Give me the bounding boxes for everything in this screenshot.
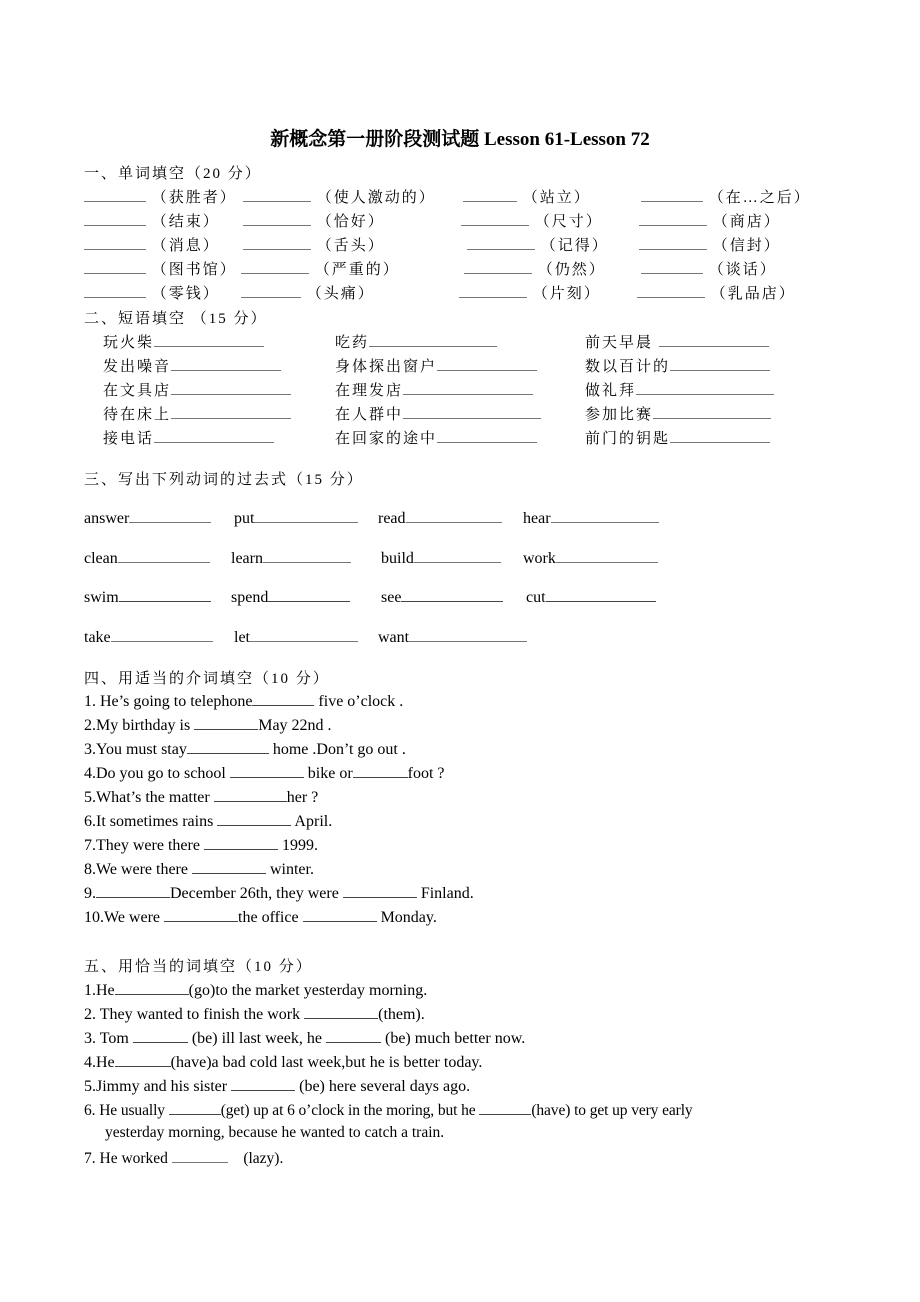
word-blank[interactable] <box>241 283 301 298</box>
word-blank[interactable] <box>243 187 311 202</box>
word-hint: （尺寸） <box>534 214 603 230</box>
phrase-blank[interactable] <box>670 428 770 443</box>
answer-blank[interactable] <box>115 980 189 995</box>
verb-blank[interactable] <box>551 508 659 523</box>
text-segment: 3. Tom <box>84 1030 133 1047</box>
text-segment: 6. He usually <box>84 1102 169 1119</box>
question-item <box>84 980 427 1000</box>
text-segment: 1999. <box>277 837 318 854</box>
word-blank[interactable] <box>243 211 311 226</box>
word-hint: （乳品店） <box>710 286 796 302</box>
verb-blank[interactable] <box>268 587 350 602</box>
word-blank[interactable] <box>463 187 517 202</box>
question-item <box>84 739 406 759</box>
text-segment: 8.We were there <box>84 861 192 878</box>
answer-blank[interactable] <box>204 835 278 850</box>
text-segment: (get) up at 6 o’clock in the moring, but he <box>220 1102 480 1119</box>
phrase-label: 吃药 <box>335 335 370 351</box>
word-hint: （使人激动的） <box>316 190 436 206</box>
question-item <box>84 1148 283 1168</box>
word-blank[interactable] <box>639 211 707 226</box>
phrase-blank[interactable] <box>659 332 769 347</box>
answer-blank[interactable] <box>304 1004 378 1019</box>
verb-blank[interactable] <box>250 627 358 642</box>
verb-label: answer <box>84 510 130 527</box>
answer-blank[interactable] <box>230 763 304 778</box>
question-item <box>84 1004 425 1024</box>
text-segment: Finland. <box>416 885 474 902</box>
verb-label: hear <box>523 510 551 527</box>
text-segment: home .Don’t go out . <box>268 741 406 758</box>
question-item <box>84 787 318 807</box>
question-item <box>84 907 437 927</box>
word-hint: （获胜者） <box>151 190 237 206</box>
text-segment: 1.He <box>84 982 115 999</box>
word-hint: （严重的） <box>314 262 400 278</box>
text-segment: her ? <box>286 789 319 806</box>
text-segment: 2. They wanted to finish the work <box>84 1006 305 1023</box>
phrase-label: 在回家的途中 <box>335 431 438 447</box>
text-segment: (have) to get up very early <box>531 1102 693 1119</box>
text-segment: 6.It sometimes rains <box>84 813 218 830</box>
answer-blank[interactable] <box>194 715 258 730</box>
answer-blank[interactable] <box>353 763 408 778</box>
text-segment: five o’clock . <box>314 693 404 710</box>
phrase-label: 发出噪音 <box>103 359 172 375</box>
text-segment: 2.My birthday is <box>84 717 195 734</box>
phrase-blank[interactable] <box>154 428 274 443</box>
answer-blank[interactable] <box>231 1076 295 1091</box>
verb-blank[interactable] <box>119 587 211 602</box>
verb-label: want <box>378 629 410 646</box>
phrase-label: 做礼拜 <box>585 383 637 399</box>
phrase-blank[interactable] <box>403 404 541 419</box>
answer-blank[interactable] <box>192 859 266 874</box>
word-blank[interactable] <box>459 283 527 298</box>
answer-blank[interactable] <box>214 787 287 802</box>
word-blank[interactable] <box>84 259 146 274</box>
verb-label: learn <box>231 550 263 567</box>
word-blank[interactable] <box>467 235 535 250</box>
word-hint: （记得） <box>540 238 609 254</box>
word-hint: （消息） <box>151 238 220 254</box>
answer-blank[interactable] <box>303 907 377 922</box>
verb-blank[interactable] <box>414 548 501 563</box>
phrase-label: 在人群中 <box>335 407 404 423</box>
page-title: 新概念第一册阶段测试题 Lesson 61-Lesson 72 <box>270 129 650 150</box>
text-segment: (be) here several days ago. <box>295 1078 471 1095</box>
text-segment: 7.They were there <box>84 837 204 854</box>
answer-blank[interactable] <box>326 1028 381 1043</box>
phrase-label: 数以百计的 <box>585 359 671 375</box>
text-segment: 7. He worked <box>84 1150 172 1167</box>
word-hint: （信封） <box>712 238 781 254</box>
answer-blank[interactable] <box>115 1052 171 1067</box>
question-item <box>84 1028 525 1048</box>
phrase-label: 在理发店 <box>335 383 404 399</box>
phrase-label: 参加比赛 <box>585 407 654 423</box>
word-blank[interactable] <box>84 235 146 250</box>
word-hint: （商店） <box>712 214 781 230</box>
section5-heading: 五、用恰当的词填空（10 分） <box>84 959 313 975</box>
word-hint: （图书馆） <box>151 262 237 278</box>
text-segment: (be) much better now. <box>380 1030 526 1047</box>
verb-blank[interactable] <box>118 548 210 563</box>
question-item <box>84 811 332 831</box>
word-blank[interactable] <box>464 259 532 274</box>
text-segment: (go)to the market yesterday morning. <box>188 982 428 999</box>
text-segment: Monday. <box>376 909 437 926</box>
question-item <box>84 1100 693 1120</box>
verb-blank[interactable] <box>254 508 358 523</box>
verb-blank[interactable] <box>111 627 213 642</box>
text-segment: 9. <box>84 885 96 902</box>
answer-blank[interactable] <box>133 1028 188 1043</box>
word-hint: （结束） <box>151 214 220 230</box>
question-item <box>84 691 403 711</box>
text-segment: foot ? <box>407 765 445 782</box>
answer-blank[interactable] <box>169 1100 221 1115</box>
verb-blank[interactable] <box>129 508 211 523</box>
verb-blank[interactable] <box>546 587 656 602</box>
phrase-blank[interactable] <box>636 380 774 395</box>
phrase-blank[interactable] <box>369 332 497 347</box>
answer-blank[interactable] <box>96 883 170 898</box>
text-segment: the office <box>238 909 303 926</box>
text-segment: April. <box>291 813 333 830</box>
verb-label: let <box>234 629 250 646</box>
word-hint: （恰好） <box>316 214 385 230</box>
text-segment: (lazy). <box>227 1150 284 1167</box>
text-segment: May 22nd . <box>258 717 332 734</box>
text-segment: 4.Do you go to school <box>84 765 230 782</box>
answer-blank[interactable] <box>479 1100 531 1115</box>
phrase-blank[interactable] <box>437 428 537 443</box>
verb-label: see <box>381 589 402 606</box>
text-segment: bike or <box>303 765 353 782</box>
text-segment: (be) ill last week, he <box>187 1030 326 1047</box>
text-segment: 5.What’s the matter <box>84 789 214 806</box>
phrase-label: 接电话 <box>103 431 155 447</box>
text-segment: (have)a bad cold last week,but he is better today. <box>170 1054 483 1071</box>
question-item <box>84 883 474 903</box>
text-segment: 1. He’s going to telephone <box>84 693 253 710</box>
question-item <box>84 715 332 735</box>
phrase-label: 前天早晨 <box>585 335 654 351</box>
phrase-blank[interactable] <box>437 356 537 371</box>
word-blank[interactable] <box>84 211 146 226</box>
phrase-label: 待在床上 <box>103 407 172 423</box>
answer-blank[interactable] <box>217 811 291 826</box>
answer-blank[interactable] <box>187 739 269 754</box>
word-blank[interactable] <box>641 259 703 274</box>
verb-label: take <box>84 629 111 646</box>
verb-label: spend <box>231 589 269 606</box>
word-blank[interactable] <box>641 187 703 202</box>
word-blank[interactable] <box>461 211 529 226</box>
text-segment: 5.Jimmy and his sister <box>84 1078 232 1095</box>
text-segment: 10.We were <box>84 909 165 926</box>
verb-label: put <box>234 510 255 527</box>
phrase-blank[interactable] <box>670 356 770 371</box>
verb-blank[interactable] <box>409 627 527 642</box>
word-hint: （零钱） <box>151 286 220 302</box>
section1-heading: 一、单词填空（20 分） <box>84 166 262 182</box>
verb-blank[interactable] <box>406 508 502 523</box>
section4-heading: 四、用适当的介词填空（10 分） <box>84 671 330 687</box>
answer-blank[interactable] <box>252 691 314 706</box>
text-segment: (them). <box>378 1006 425 1023</box>
verb-blank[interactable] <box>556 548 658 563</box>
verb-label: work <box>523 550 556 567</box>
section3-heading: 三、写出下列动词的过去式（15 分） <box>84 472 364 488</box>
word-hint: （谈话） <box>708 262 777 278</box>
phrase-label: 身体探出窗户 <box>335 359 438 375</box>
word-blank[interactable] <box>241 259 309 274</box>
word-hint: （头痛） <box>306 286 375 302</box>
phrase-blank[interactable] <box>171 404 291 419</box>
verb-label: build <box>381 550 414 567</box>
answer-blank[interactable] <box>343 883 417 898</box>
verb-blank[interactable] <box>401 587 503 602</box>
question-item <box>84 1076 470 1096</box>
verb-label: swim <box>84 589 119 606</box>
text-segment: winter. <box>265 861 314 878</box>
text-segment: 4.He <box>84 1054 115 1071</box>
verb-blank[interactable] <box>263 548 351 563</box>
phrase-label: 玩火柴 <box>103 335 155 351</box>
word-blank[interactable] <box>243 235 311 250</box>
phrase-blank[interactable] <box>171 380 291 395</box>
word-hint: （舌头） <box>316 238 385 254</box>
phrase-label: 前门的钥匙 <box>585 431 671 447</box>
phrase-label: 在文具店 <box>103 383 172 399</box>
text-segment: December 26th, they were <box>170 885 343 902</box>
phrase-blank[interactable] <box>154 332 264 347</box>
answer-blank[interactable] <box>172 1148 228 1163</box>
word-blank[interactable] <box>84 187 146 202</box>
question-item <box>84 1052 482 1072</box>
answer-blank[interactable] <box>164 907 238 922</box>
question-item <box>84 763 445 783</box>
question-item <box>84 835 318 855</box>
phrase-blank[interactable] <box>653 404 771 419</box>
word-blank[interactable] <box>637 283 705 298</box>
verb-label: read <box>378 510 406 527</box>
question-item <box>84 859 314 879</box>
word-hint: （仍然） <box>537 262 606 278</box>
phrase-blank[interactable] <box>171 356 281 371</box>
phrase-blank[interactable] <box>403 380 533 395</box>
word-hint: （片刻） <box>532 286 601 302</box>
verb-label: cut <box>526 589 546 606</box>
word-blank[interactable] <box>84 283 146 298</box>
word-hint: （站立） <box>522 190 591 206</box>
question-item-continuation: yesterday morning, because he wanted to catch a train. <box>105 1124 445 1141</box>
verb-label: clean <box>84 550 118 567</box>
text-segment: 3.You must stay <box>84 741 187 758</box>
word-hint: （在…之后） <box>708 190 811 206</box>
section2-heading: 二、短语填空 （15 分） <box>84 311 268 327</box>
word-blank[interactable] <box>639 235 707 250</box>
